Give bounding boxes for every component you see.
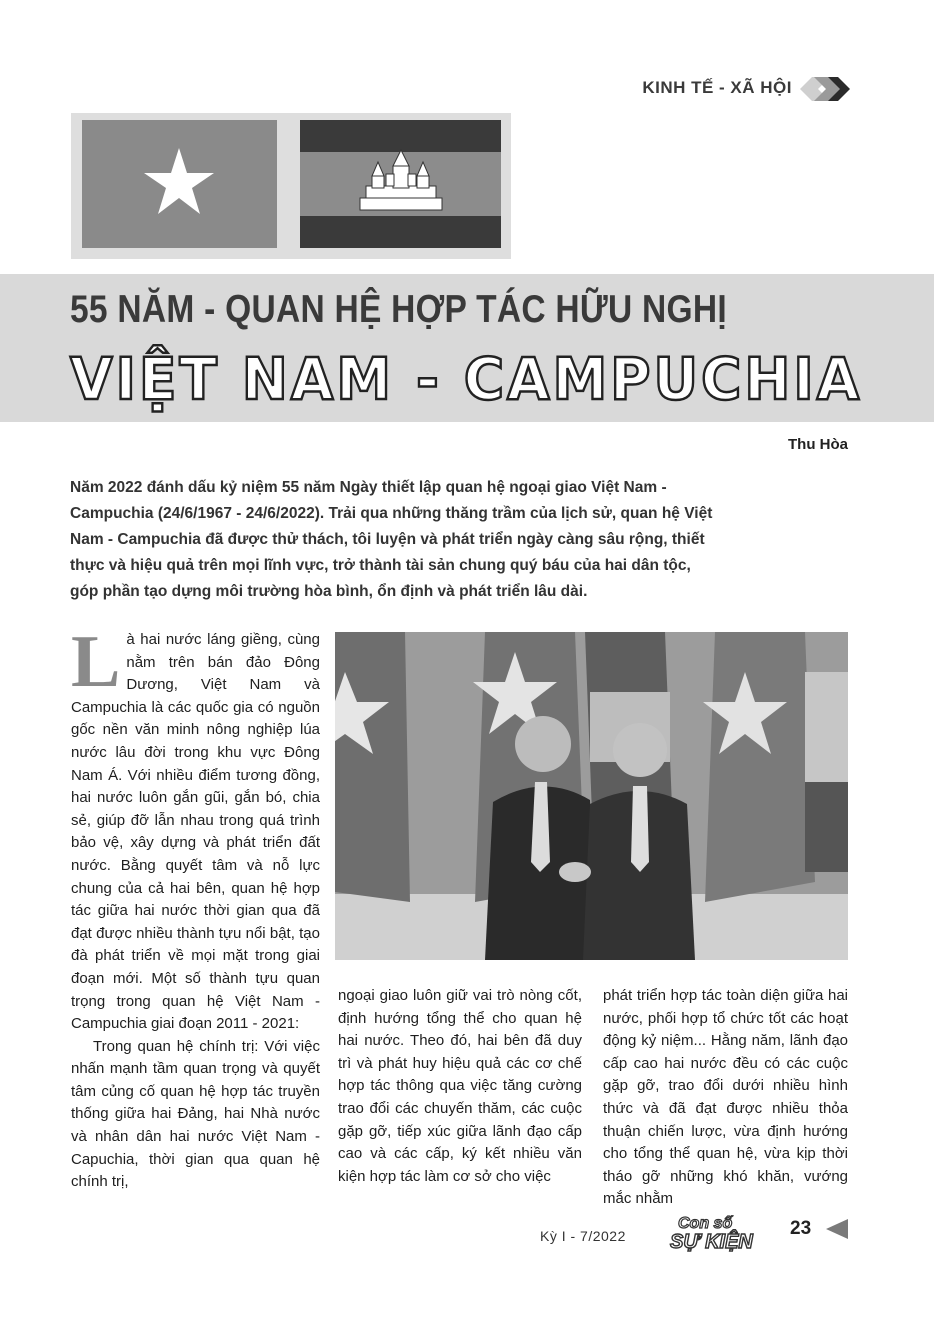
triangle-left-icon [824, 1218, 850, 1240]
body-column-2 [338, 985, 582, 1188]
cambodia-flag-icon [300, 120, 501, 248]
article-title-line2: VIỆT NAM - CAMPUCHIA [70, 345, 863, 413]
magazine-logo [668, 1212, 782, 1252]
leaders-handshake-photo [335, 632, 848, 960]
body-paragraph: Trong quan hệ chính trị: Với việc nhấn mạnh tầm quan trọng và quyết tâm củng cố quan hệ hợp tác truyền thống giữa hai Đảng, hai Nhà nước và nhân dân hai nước Việt Nam - Capuchia, thời gian qua quan hệ chính trị, [71, 1037, 320, 1191]
double-chevron-right-icon [800, 76, 852, 102]
logo-bottom-text: SỰ KIỆN [670, 1231, 753, 1252]
body-paragraph: ngoại giao luôn giữ vai trò nòng cốt, định hướng tổng thể cho quan hệ hai nước. Theo đó, hai bên đã duy trì và phát huy hiệu quả các cơ chế hợp tác thông qua việc tăng cường trao đổi các chuyến thăm, các cuộc gặp gỡ, tiếp xúc giữa lãnh đạo cấp cao và các cấp, ký kết nhiều văn kiện hợp tác làm cơ sở cho việc [338, 987, 582, 1185]
paragraph-text: à hai nước láng giềng, cùng nằm trên bán đảo Đông Dương, Việt Nam và Campuchia là các quốc gia có nguồn gốc nền văn minh nông nghiệp lúa nước lâu đời trong khu vực Đông Nam Á. Với nhiều điểm tương đồng, hai nước luôn gắn gũi, gắn bó, chia sẻ, giúp đỡ lẫn nhau trong quá trình bảo vệ, xây dựng và phát triển đất nước. Bằng quyết tâm và nỗ lực chung của cả hai bên, quan hệ hợp tác giữa hai nước thời gian qua đã đạt được nhiều thành tựu nổi bật, tạo đà phát triển về mọi mặt trong giai đoạn mới. Một số thành tựu quan trọng trong quan hệ Việt Nam - Campuchia giai đoạn 2011 - 2021: [71, 631, 320, 1033]
section-label: KINH TẾ - XÃ HỘI [642, 78, 792, 97]
lead-paragraph: Năm 2022 đánh dấu kỷ niệm 55 năm Ngày thiết lập quan hệ ngoại giao Việt Nam - Campuchia (24/6/1967 - 24/6/2022). Trải qua những thăng trầm của lịch sử, quan hệ Việt Nam - Campuchia đã được thử thách, tôi luyện và phát triển ngày càng sâu rộng, thiết thực và hiệu quả trên mọi lĩnh vực, trở thành tài sản chung quý báu của hai dân tộc, góp phần tạo dựng môi trường hòa bình, ổn định và phát triển lâu dài. [70, 479, 713, 600]
page-number: 23 [790, 1218, 812, 1239]
article-title-line1: 55 NĂM - QUAN HỆ HỢP TÁC HỮU NGHỊ [70, 288, 727, 331]
logo-top-text: Con số [678, 1215, 733, 1232]
body-paragraph [71, 621, 320, 1036]
author-byline: Thu Hòa [788, 436, 848, 453]
vietnam-flag-icon [82, 120, 277, 248]
body-column-1 [71, 621, 320, 1194]
body-column-3 [603, 985, 848, 1211]
drop-cap: L [71, 621, 121, 703]
issue-label: Kỳ I - 7/2022 [540, 1228, 626, 1244]
body-paragraph: phát triển hợp tác toàn diện giữa hai nước, phối hợp tổ chức tốt các hoạt động kỷ niệm... Hằng năm, lãnh đạo cấp cao hai nước đều có các cuộc gặp gỡ, trao đổi dưới nhiều hình thức và đã đạt được nhiều thỏa thuận chiến lược, vừa định hướng cho tổng thể quan hệ, vừa kịp thời tháo gỡ những khó khăn, vướng mắc nhằm [603, 987, 848, 1208]
